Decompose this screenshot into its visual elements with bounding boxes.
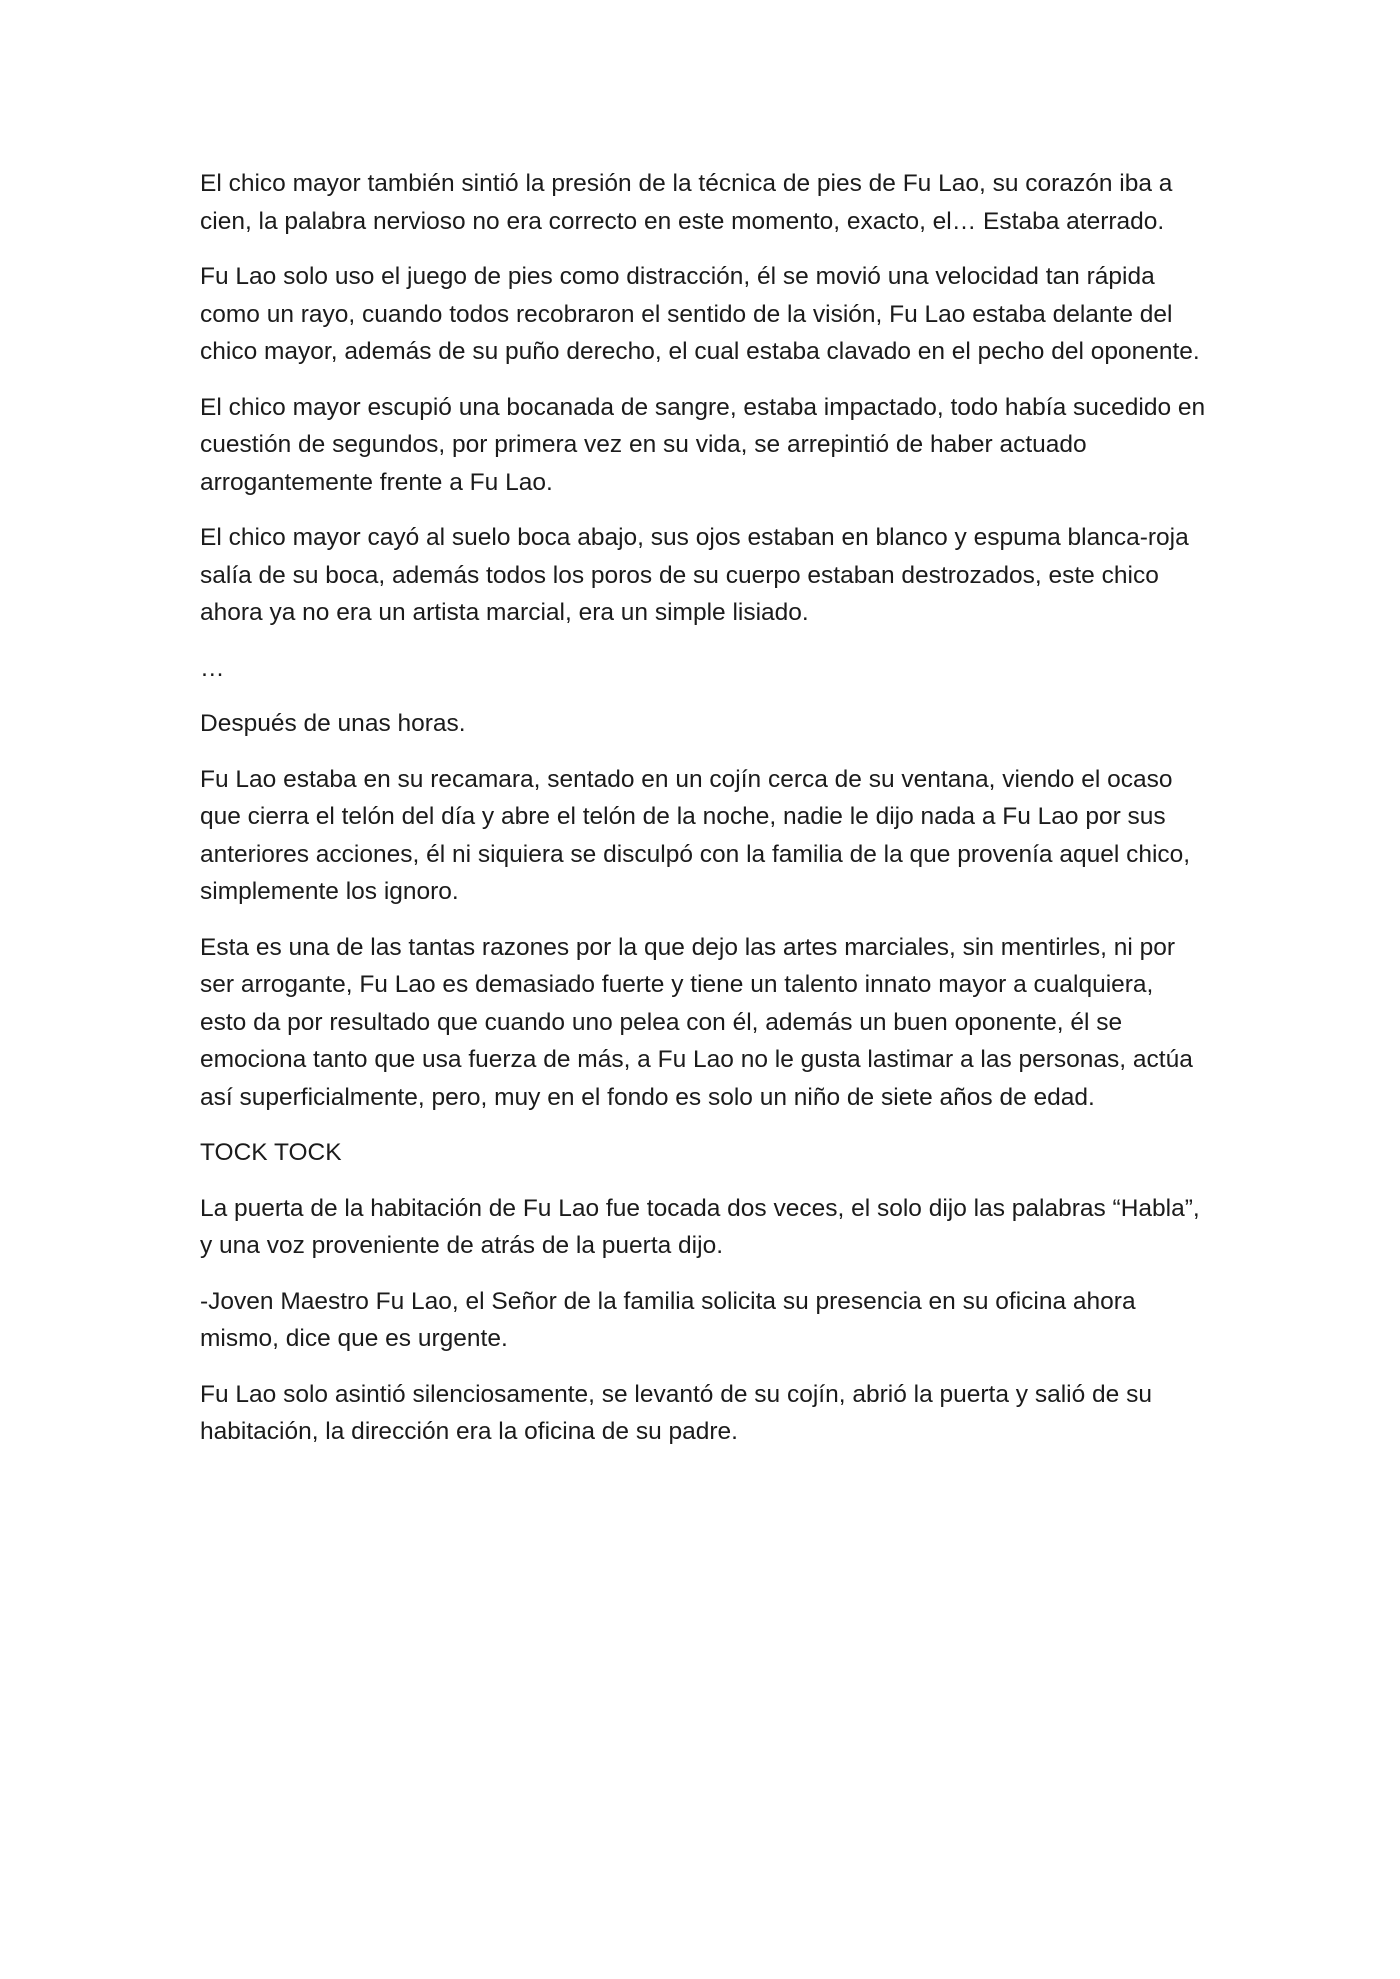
paragraph: Fu Lao estaba en su recamara, sentado en un cojín cerca de su ventana, viendo el ocaso que cierra el telón del día y abre el telón de la noche, nadie le dijo nada a Fu Lao por sus anteriores acciones, él ni siquiera se disculpó con la familia de la que provenía aquel chico, simplemente los ignoro. [200,765,1191,905]
paragraph: La puerta de la habitación de Fu Lao fue tocada dos veces, el solo dijo las palabras “Habla”, y una voz proveniente de atrás de la puerta dijo. [200,1194,1200,1259]
paragraph: El chico mayor escupió una bocanada de sangre, estaba impactado, todo había sucedido en cuestión de segundos, por primera vez en su vida, se arrepintió de haber actuado arrogantemente frente a Fu Lao. [200,393,1206,496]
document-body [200,165,1206,1469]
paragraph: Después de unas horas. [200,710,466,737]
paragraph: Fu Lao solo uso el juego de pies como distracción, él se movió una velocidad tan rápida como un rayo, cuando todos recobraron el sentido de la visión, Fu Lao estaba delante del chico mayor, además de su puño derecho, el cual estaba clavado en el pecho del oponente. [200,263,1200,365]
paragraph: El chico mayor también sintió la presión de la técnica de pies de Fu Lao, su corazón iba a cien, la palabra nervioso no era correcto en este momento, exacto, el… Estaba aterrado. [200,170,1173,235]
dialogue-paragraph: -Joven Maestro Fu Lao, el Señor de la familia solicita su presencia en su oficina ahora mismo, dice que es urgente. [200,1287,1136,1352]
scene-break: … [200,654,225,682]
paragraph: Esta es una de las tantas razones por la que dejo las artes marciales, sin mentirles, ni por ser arrogante, Fu Lao es demasiado fuerte y tiene un talento innato mayor a cualquiera, esto da por resultado que cuando uno pelea con él, además un buen oponente, él se emociona tanto que usa fuerza de más, a Fu Lao no le gusta lastimar a las personas, actúa así superficialmente, pero, muy en el fondo es solo un niño de siete años de edad. [200,933,1193,1111]
sound-effect: TOCK TOCK [200,1139,342,1166]
paragraph: Fu Lao solo asintió silenciosamente, se levantó de su cojín, abrió la puerta y salió de su habitación, la dirección era la oficina de su padre. [200,1380,1152,1445]
paragraph: El chico mayor cayó al suelo boca abajo, sus ojos estaban en blanco y espuma blanca-roja salía de su boca, además todos los poros de su cuerpo estaban destrozados, este chico ahora ya no era un artista marcial, era un simple lisiado. [200,524,1189,626]
